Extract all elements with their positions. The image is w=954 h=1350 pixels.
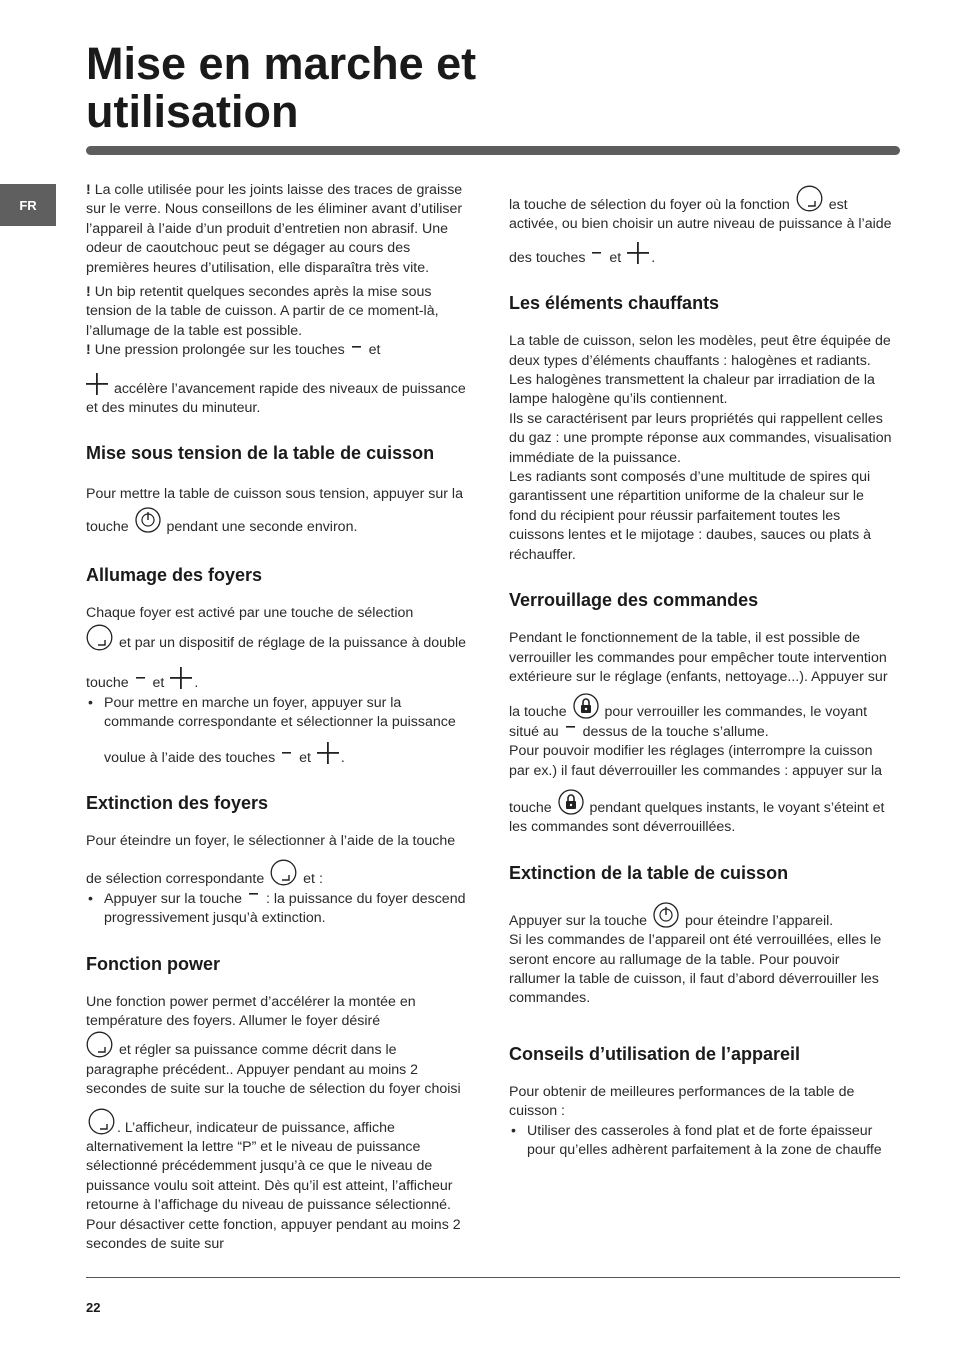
s5-p1: La table de cuisson, selon les modèles, peut être équipée de deux types d’éléments chauffants : halogènes et radiants. <box>509 333 891 369</box>
list-item: • Utiliser des casseroles à fond plat et de forte épaisseur pour qu’elles adhèrent parfaitement à la zone de chauffe <box>511 1122 882 1158</box>
s4-text: Une fonction power permet d’accélérer la montée en température des foyers. Allumer le foyer désiré et régler sa puissance comme décrit dans le paragraphe précédent.. Appuyer pendant au moins 2 secondes de suite sur la touche de sélection du foyer choisi . L’afficheur, indicateur de puissance, affiche alternativement la lettre “P” et le niveau de puissance sélectionné précédemment jusqu’à ce que le niveau de puissance voulu soit atteint. Dès qu’il est atteint, l’afficheur retourne à l’affichage du niveau de puissance sélectionné. Pour désactiver cette fonction, appuyer pendant au moins 2 secondes de suite sur <box>86 993 461 1252</box>
s6-text-2: Pour pouvoir modifier les réglages (interrompre la cuisson par ex.) il faut déverrouiller les commandes : appuyer sur la touche pendant quelques instants, le voyant s’éteint et les commandes sont déverrouillées. <box>509 743 885 836</box>
plus-icon <box>317 742 339 764</box>
heading-extinction-table: Extinction de la table de cuisson <box>509 862 789 883</box>
plus-icon <box>86 373 108 395</box>
minus-icon <box>591 251 603 265</box>
left-column <box>86 181 466 1254</box>
s5-p2: Les halogènes transmettent la chaleur par irradiation de la lampe halogène qu’ils contiennent. <box>509 372 875 408</box>
s6-text-1: Pendant le fonctionnement de la table, il est possible de verrouiller les commandes pour empêcher toute intervention extérieure sur le réglage (enfants, nettoyage...). Appuyer sur la touche pour verrouiller les commandes, le voyant situé au dessus de la touche s’allume. <box>509 630 888 740</box>
continuation-text: la touche de sélection du foyer où la fonction est activée, ou bien choisir un autre niveau de puissance à l’aide des touches et . <box>509 185 893 268</box>
selector-key-icon <box>86 624 113 651</box>
selector-key-icon <box>88 1108 115 1135</box>
language-tab: FR <box>0 184 56 226</box>
selector-key-icon <box>270 859 297 886</box>
intro-note-2: ! Un bip retentit quelques secondes après la mise sous tension de la table de cuisson. A partir de ce moment-là, l’allumage de la table est possible. <box>86 284 439 339</box>
heading-fonction-power: Fonction power <box>86 953 220 974</box>
minus-icon <box>281 751 293 765</box>
heading-extinction-foyers: Extinction des foyers <box>86 792 269 813</box>
s2-text: Chaque foyer est activé par une touche de sélection et par un dispositif de réglage de la puissance à double touche et . <box>86 605 466 692</box>
list-item: • Appuyer sur la touche : la puissance du foyer descend progressivement jusqu’à extinction. <box>88 890 466 927</box>
heading-conseils: Conseils d’utilisation de l’appareil <box>509 1043 801 1064</box>
heading-mise-sous-tension: Mise sous tension de la table de cuisson <box>86 443 435 464</box>
selector-key-icon <box>796 185 823 212</box>
heading-allumage-foyers: Allumage des foyers <box>86 565 263 586</box>
s8-text: Pour obtenir de meilleures performances de la table de cuisson : <box>509 1083 855 1120</box>
padlock-icon <box>573 693 599 719</box>
plus-icon <box>170 667 192 689</box>
title-rule <box>86 146 900 155</box>
right-column <box>509 181 893 1160</box>
intro-note-1: ! La colle utilisée pour les joints laisse des traces de graisse sur le verre. Nous conseillons de les éliminer avant d’utiliser l’appareil à l’aide d’un produit d’entretien non abrasif. Une odeur de caoutchouc peut se dégager au cours des premières heures d’utilisation, elle disparaîtra très vite. <box>86 182 463 276</box>
minus-icon <box>248 892 260 906</box>
heading-verrouillage: Verrouillage des commandes <box>509 590 759 611</box>
footer-rule <box>86 1277 900 1278</box>
power-button-icon <box>653 902 679 928</box>
plus-icon <box>627 242 649 264</box>
padlock-icon <box>558 789 584 815</box>
minus-icon <box>351 345 363 357</box>
list-item: • Pour mettre en marche un foyer, appuyer sur la commande correspondante et sélectionner la puissance voulue à l’aide des touches et . <box>88 694 456 766</box>
power-button-icon <box>135 507 161 533</box>
page-title: Mise en marche et utilisation <box>86 38 477 137</box>
heading-elements-chauffants: Les éléments chauffants <box>509 293 720 314</box>
page-number: 22 <box>86 1300 101 1315</box>
s5-p3: Ils se caractérisent par leurs propriétés qui rappellent celles du gaz : une prompte réponse aux commandes, visualisation immédiate de la puissance. <box>509 410 892 466</box>
selector-key-icon <box>86 1031 113 1058</box>
s7-text-1: Appuyer sur la touche pour éteindre l’appareil. <box>509 902 893 931</box>
minus-icon <box>565 725 577 739</box>
intro-note-3: ! Une pression prolongée sur les touches et accélère l’avancement rapide des niveaux de puissance et des minutes du minuteur. <box>86 342 466 417</box>
s7-text-2: Si les commandes de l’appareil ont été verrouillées, elles le seront encore au rallumage de la table. Pour pouvoir rallumer la table de cuisson, il faut d’abord déverrouiller les commandes. <box>509 932 882 1007</box>
minus-icon <box>135 676 147 690</box>
s1-text: Pour mettre la table de cuisson sous tension, appuyer sur la touche pendant une seconde environ. <box>86 486 463 536</box>
s5-p4: Les radiants sont composés d’une multitude de spires qui garantissent une répartition uniforme de la chaleur sur le fond du récipient pour réussir parfaitement toutes les cuissons lentes et le mijotage : daubes, sauces ou plats à réchauffer. <box>509 469 871 563</box>
s3-text: Pour éteindre un foyer, le sélectionner à l’aide de la touche de sélection correspondante et : <box>86 832 456 888</box>
